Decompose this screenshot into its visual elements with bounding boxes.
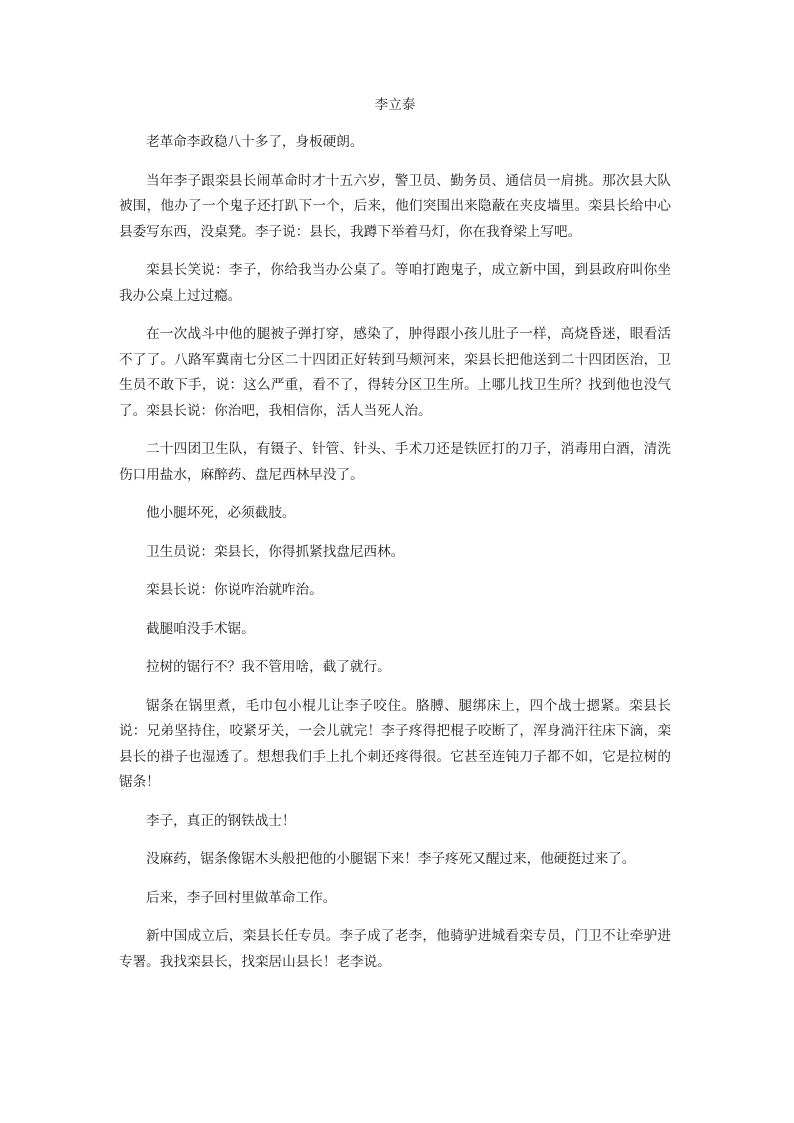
paragraph: 二十四团卫生队，有镊子、针管、针头、手术刀还是铁匠打的刀子，消毒用白酒，清洗伤口用盐水，麻醉药、盘尼西林早没了。 [119, 441, 671, 483]
paragraph: 拉树的锯行不？我不管用啥，截了就行。 [146, 659, 391, 675]
paragraph: 锯条在锅里煮，毛巾包小棍儿让李子咬住。胳膊、腿绑床上，四个战士摁紧。栾县长说：兄弟坚持住，咬紧牙关，一会儿就完！李子疼得把棍子咬断了，浑身淌汗往床下滴，栾县长的褂子也湿透了。想想我们手上扎个刺还疼得很。它甚至连钝刀子都不如，它是拉树的锯条！ [119, 697, 671, 790]
paragraph: 栾县长说：你说咋治就咋治。 [146, 582, 323, 598]
paragraph: 栾县长笑说：李子，你给我当办公桌了。等咱打跑鬼子，成立新中国，到县政府叫你坐我办公桌上过过瘾。 [119, 262, 671, 304]
article-body [119, 93, 671, 988]
paragraph: 没麻药，锯条像锯木头般把他的小腿锯下来！李子疼死又醒过来，他硬挺过来了。 [146, 851, 636, 867]
paragraph: 当年李子跟栾县长闹革命时才十五六岁，警卫员、勤务员、通信员一肩挑。那次县大队被围，他办了一个鬼子还打趴下一个，后来，他们突围出来隐蔽在夹皮墙里。栾县长给中心县委写东西，没桌凳。李子说：县长，我蹲下举着马灯，你在我脊梁上写吧。 [119, 172, 671, 240]
paragraph: 李子，真正的钢铁战士！ [146, 812, 296, 829]
paragraph: 截腿咱没手术锯。 [146, 620, 255, 637]
paragraph: 卫生员说：栾县长，你得抓紧找盘尼西林。 [146, 543, 405, 560]
paragraph: 老革命李政稳八十多了，身板硬朗。 [146, 134, 364, 150]
paragraph: 新中国成立后，栾县长任专员。李子成了老李，他骑驴进城看栾专员，门卫不让牵驴进专署。我找栾县长，找栾居山县长！老李说。 [119, 928, 671, 970]
paragraph: 他小腿坏死，必须截肢。 [146, 505, 296, 521]
paragraph: 后来，李子回村里做革命工作。 [146, 889, 337, 906]
article-title: 李立泰 [374, 97, 416, 113]
paragraph: 在一次战斗中他的腿被子弹打穿，感染了，肿得跟小孩儿肚子一样，高烧昏迷，眼看活不了了。八路军冀南七分区二十四团正好转到马颊河来，栾县长把他送到二十四团医治，卫生员不敢下手，说：这么严重，看不了，得转分区卫生所。上哪儿找卫生所？找到他也没气了。栾县长说：你治吧，我相信你，活人当死人治。 [119, 326, 671, 419]
